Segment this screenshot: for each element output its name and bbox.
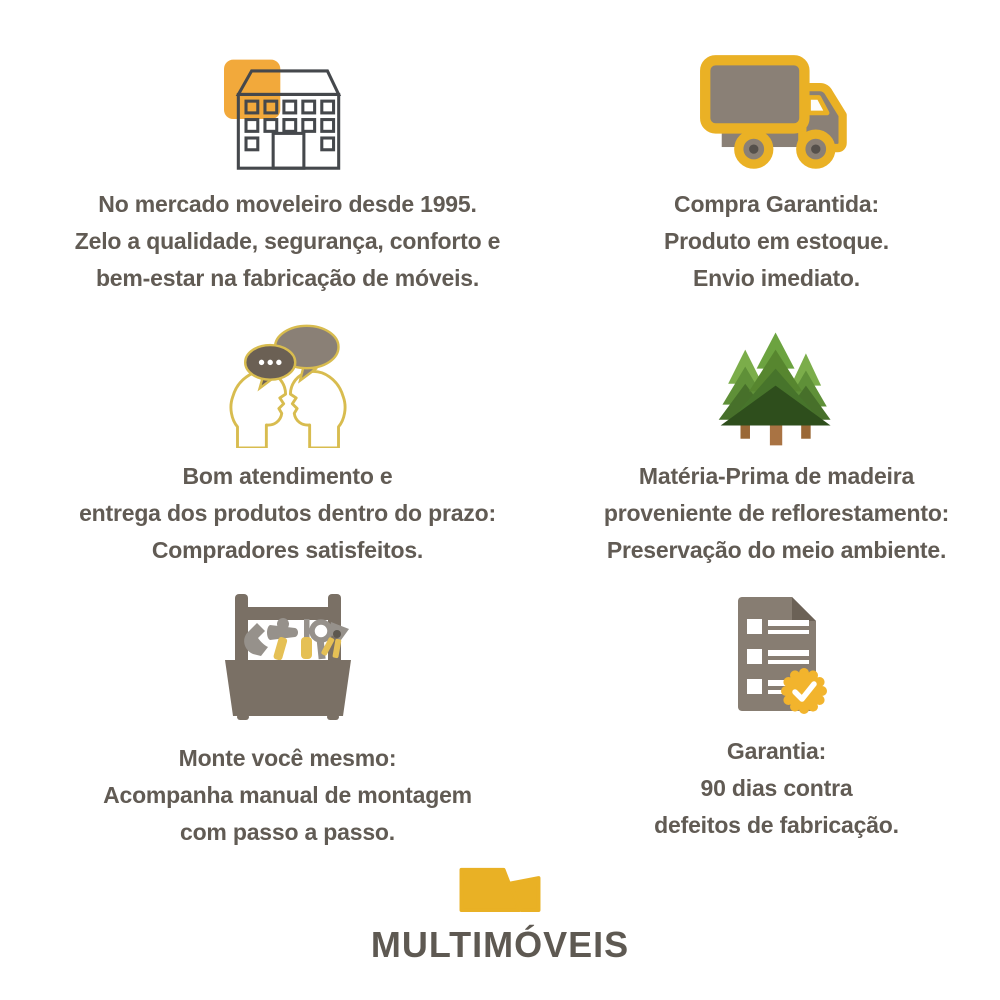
feature-text xyxy=(604,458,949,569)
feature-text-line: Envio imediato. xyxy=(693,265,860,291)
factory-building-icon-svg xyxy=(224,58,352,176)
feature-text-line: Matéria-Prima de madeira xyxy=(638,463,915,489)
pine-trees-icon xyxy=(713,312,841,448)
toolbox-icon xyxy=(213,588,363,730)
feature-text-line: Acompanha manual de montagem xyxy=(103,782,472,808)
feature-text-line: com passo a passo. xyxy=(179,819,395,845)
delivery-truck-icon-svg xyxy=(699,54,854,176)
feature-text xyxy=(79,458,496,569)
brand-logo-mark-icon xyxy=(454,858,546,920)
feature-text-line: 90 dias contra xyxy=(700,775,853,801)
feature-text xyxy=(75,186,500,297)
factory-building-icon xyxy=(224,40,352,176)
feature-text-line: Preservação do meio ambiente. xyxy=(606,537,947,563)
feature-text-line: Zelo a qualidade, segurança, conforto e xyxy=(74,228,501,254)
feature-text-line: No mercado moveleiro desde 1995. xyxy=(98,191,477,217)
feature-text-line: proveniente de reflorestamento: xyxy=(603,500,950,526)
feature-text xyxy=(664,186,889,297)
warranty-checklist-icon xyxy=(716,588,838,723)
feature-text-line: Produto em estoque. xyxy=(664,228,889,254)
toolbox-icon-svg xyxy=(213,588,363,730)
brand-logo xyxy=(0,858,1000,966)
brand-logo-text: MULTIMÓVEIS xyxy=(370,924,630,965)
conversation-heads-icon-svg xyxy=(223,321,353,448)
delivery-truck-icon xyxy=(699,40,854,176)
feature-text-line: bem-estar na fabricação de móveis. xyxy=(95,265,480,291)
feature-card-warranty xyxy=(575,572,1000,844)
feature-text-line: Compra Garantida: xyxy=(674,191,879,217)
feature-card-raw-material xyxy=(575,300,1000,572)
feature-text-line: Compradores satisfeitos. xyxy=(151,537,424,563)
feature-text-line: Monte você mesmo: xyxy=(178,745,397,771)
conversation-heads-icon xyxy=(223,312,353,448)
feature-card-guaranteed-purchase xyxy=(575,28,1000,300)
feature-text-line: entrega dos produtos dentro do prazo: xyxy=(79,500,496,526)
feature-text-line: Garantia: xyxy=(726,738,827,764)
feature-text xyxy=(654,733,899,844)
feature-text-line: Bom atendimento e xyxy=(182,463,393,489)
feature-card-market-history xyxy=(0,28,575,300)
pine-trees-icon-svg xyxy=(713,328,841,448)
feature-card-self-assembly xyxy=(0,572,575,844)
feature-card-customer-service xyxy=(0,300,575,572)
feature-text-line: defeitos de fabricação. xyxy=(654,812,899,838)
feature-text xyxy=(103,740,472,851)
warranty-checklist-icon-svg xyxy=(716,591,838,723)
